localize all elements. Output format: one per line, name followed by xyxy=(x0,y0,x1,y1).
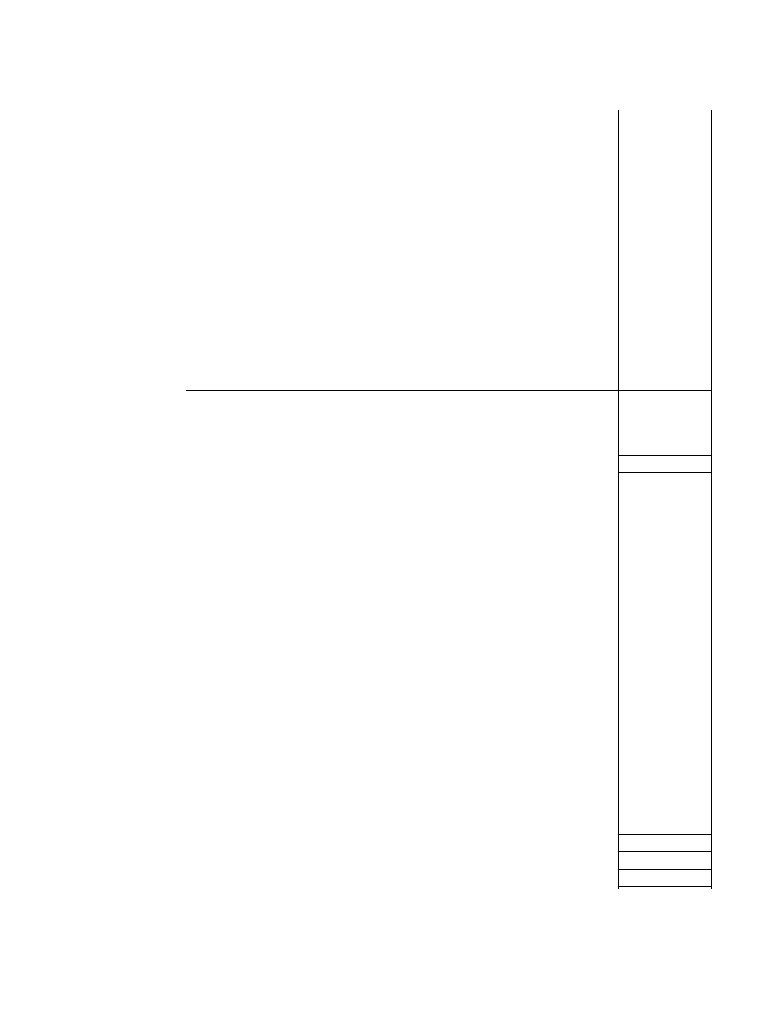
proposed-column-left-border xyxy=(618,110,619,889)
total-expenses-box-bottom xyxy=(618,851,712,852)
net-box-bottom xyxy=(618,886,712,887)
total-expenses-box-top xyxy=(618,834,712,835)
revenue-subtotal-rule xyxy=(186,390,712,391)
total-revenue-box-top xyxy=(618,455,712,456)
proposed-column-right-border xyxy=(711,110,712,889)
net-box-top xyxy=(618,869,712,870)
total-revenue-box-bottom xyxy=(618,472,712,473)
